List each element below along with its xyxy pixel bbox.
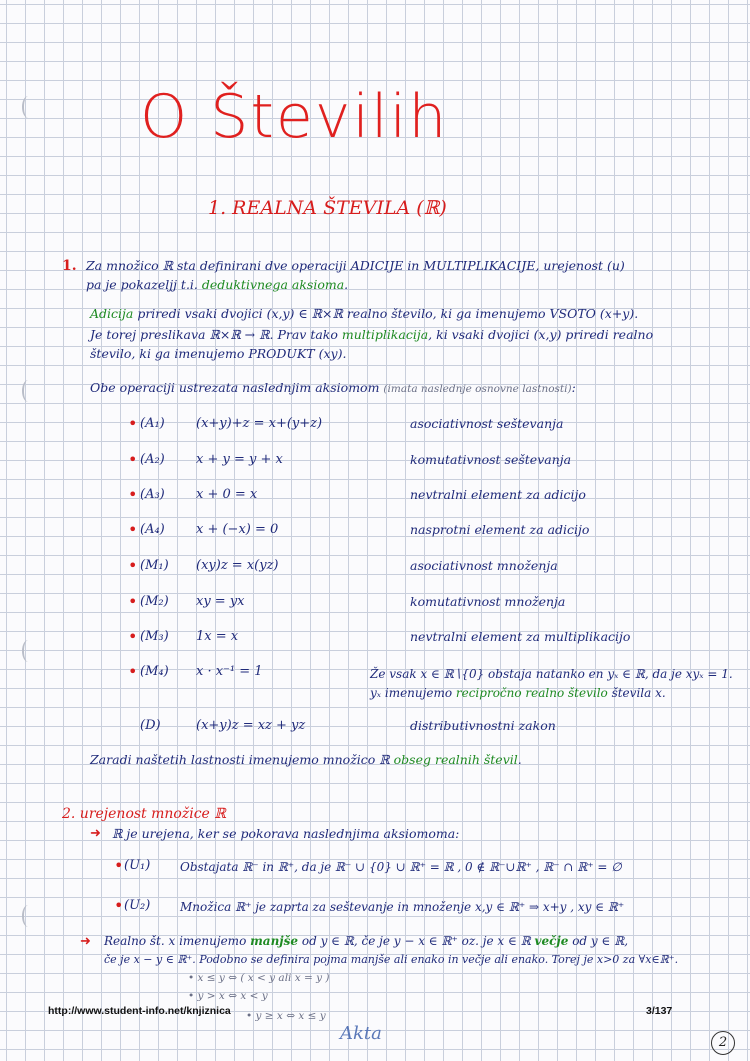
u1-bullet: • — [114, 856, 124, 875]
axiom-u2-text: Množica ℝ⁺ je zaprta za seštevanje in množenje x,y ∈ ℝ⁺ ⇒ x+y , xy ∈ ℝ⁺ — [180, 900, 625, 914]
axiom-bullet: • — [128, 556, 138, 575]
axioms-intro-note: (imata naslednje osnovne lastnosti) — [383, 383, 572, 395]
axiom-description: nevtralni element za adicijo — [410, 487, 586, 502]
axiom-expression: x + (−x) = 0 — [196, 522, 279, 537]
axiom-expression: (x+y)+z = x+(y+z) — [196, 416, 323, 431]
faint-note-1: • x ≤ y ⇔ ( x < y ali x = y ) — [188, 972, 330, 984]
axiom-bullet: • — [128, 662, 138, 681]
binder-hole — [22, 380, 34, 402]
axiom-expression: x + 0 = x — [196, 487, 258, 502]
axiom-name: (A₃) — [140, 487, 165, 502]
adicija-line-1 — [90, 306, 638, 321]
axiom-name: (M₃) — [140, 629, 169, 644]
axiom-name: (M₂) — [140, 594, 169, 609]
adicija-line-3: število, ki ga imenujemo PRODUKT (xy). — [90, 346, 347, 361]
axiom-d-expression: (x+y)z = xz + yz — [196, 718, 306, 733]
axiom-description: asociativnost seštevanja — [410, 416, 564, 431]
item-number: 1. — [62, 258, 77, 274]
axiom-name: (M₄) — [140, 664, 169, 679]
footer-url: http://www.student-info.net/knjiznica — [48, 1005, 231, 1017]
axiom-bullet: • — [128, 520, 138, 539]
smaller-term: manjše — [250, 934, 299, 948]
axiom-bullet: • — [128, 450, 138, 469]
page-title: O Številih — [140, 82, 449, 152]
axiom-bullet: • — [128, 627, 138, 646]
conclusion-line — [90, 752, 522, 767]
binder-hole — [22, 640, 34, 662]
adicija-line-2 — [90, 327, 653, 342]
u2-bullet: • — [114, 896, 124, 915]
axiom-name: (A₁) — [140, 416, 165, 431]
axiom-u2-name: (U₂) — [124, 898, 151, 913]
axiom-bullet: • — [128, 485, 138, 504]
larger-term: večje — [534, 934, 569, 948]
axiom-description: nasprotni element za adicijo — [410, 522, 590, 537]
axiom-u1-text: Obstajata ℝ⁻ in ℝ⁺, da je ℝ⁻ ∪ {0} ∪ ℝ⁺ = ℝ , 0 ∉ ℝ⁻∪ℝ⁺ , ℝ⁻ ∩ ℝ⁺ = ∅ — [180, 860, 622, 874]
realno-line-1 — [104, 934, 628, 948]
axiom-description: komutativnost seštevanja — [410, 452, 572, 467]
axiom-expression: xy = yx — [196, 594, 245, 609]
conclusion-end: . — [517, 752, 522, 767]
axiom-name: (A₄) — [140, 522, 165, 537]
conclusion-text: Zaradi naštetih lastnosti imenujemo množico ℝ — [90, 752, 394, 767]
adicija-term: Adicija — [90, 306, 134, 321]
realno-text-2: od y ∈ ℝ, če je y − x ∈ ℝ⁺ oz. je x ∈ ℝ — [298, 934, 535, 948]
realno-text: Realno št. x imenujemo — [104, 934, 251, 948]
deductive-axiom-text: deduktivnega aksioma — [201, 277, 345, 292]
binder-hole — [22, 96, 34, 118]
field-of-reals-term: obseg realnih števil — [393, 752, 518, 767]
multiplikacija-term: multiplikacija — [341, 327, 429, 342]
axiom-expression: (xy)z = x(yz) — [196, 558, 279, 573]
axioms-intro — [90, 380, 576, 395]
section-2-heading: 2. urejenost množice ℝ — [62, 806, 226, 822]
adicija-text: priredi vsaki dvojici (x,y) ∈ ℝ×ℝ realno število, ki ga imenujemo VSOTO (x+y). — [133, 306, 639, 321]
axiom-expression: x + y = y + x — [196, 452, 283, 467]
m4-desc-end: števila x. — [607, 686, 666, 700]
intro-line-2-end: . — [344, 277, 349, 292]
intro-line-2 — [86, 277, 348, 292]
arrow-icon: ➜ — [90, 826, 101, 841]
section-1-heading: 1. REALNA ŠTEVILA (ℝ) — [208, 197, 447, 219]
m4-description-line-2 — [370, 686, 666, 700]
binder-hole — [22, 905, 34, 927]
page-circle-number: 2 — [711, 1031, 735, 1055]
m4-description-line-1: Že vsak x ∈ ℝ∖{0} obstaja natanko en yₓ ∈ ℝ, da je xyₓ = 1. — [370, 667, 733, 681]
realno-line-2: če je x − y ∈ ℝ⁺. Podobno se definira pojma manjše ali enako in večje ali enako. Torej je x>0 za ∀x∈ℝ⁺. — [104, 953, 679, 966]
axioms-intro-end: : — [571, 380, 576, 395]
ordering-intro: ℝ je urejena, ker se pokorava naslednjima aksiomoma: — [112, 826, 460, 841]
realno-text-3: od y ∈ ℝ, — [568, 934, 629, 948]
axiom-description: asociativnost množenja — [410, 558, 558, 573]
axiom-description: nevtralni element za multiplikacijo — [410, 629, 631, 644]
intro-line-1: Za množico ℝ sta definirani dve operaciji ADICIJE in MULTIPLIKACIJE, urejenost (u) — [86, 258, 625, 273]
m4-desc-text: yₓ imenujemo — [370, 686, 456, 700]
footer-page-number: 3/137 — [646, 1005, 673, 1017]
adicija-line-2-end: , ki vsaki dvojici (x,y) priredi realno — [428, 327, 654, 342]
faint-note-3: • y ≥ x ⇔ x ≤ y — [246, 1010, 326, 1022]
reciprocal-term: recipročno realno število — [455, 686, 608, 700]
axiom-expression: x · x⁻¹ = 1 — [196, 664, 263, 679]
axiom-bullet: • — [128, 592, 138, 611]
axioms-intro-text: Obe operaciji ustrezata naslednjim aksiomom — [90, 380, 380, 395]
axiom-d-description: distributivnostni zakon — [410, 718, 556, 733]
intro-line-2-text: pa je pokazeljj t.i. — [86, 277, 202, 292]
axiom-d-name: (D) — [140, 718, 161, 733]
adicija-line-2-text: Je torej preslikava ℝ×ℝ → ℝ. Prav tako — [90, 327, 342, 342]
faint-note-2: • y > x ⇔ x < y — [188, 990, 268, 1002]
logo: Akta — [340, 1023, 382, 1044]
axiom-name: (A₂) — [140, 452, 165, 467]
axiom-description: komutativnost množenja — [410, 594, 566, 609]
axiom-u1-name: (U₁) — [124, 858, 151, 873]
axiom-bullet: • — [128, 414, 138, 433]
axiom-expression: 1x = x — [196, 629, 239, 644]
arrow-icon: ➜ — [80, 934, 91, 949]
axiom-name: (M₁) — [140, 558, 169, 573]
